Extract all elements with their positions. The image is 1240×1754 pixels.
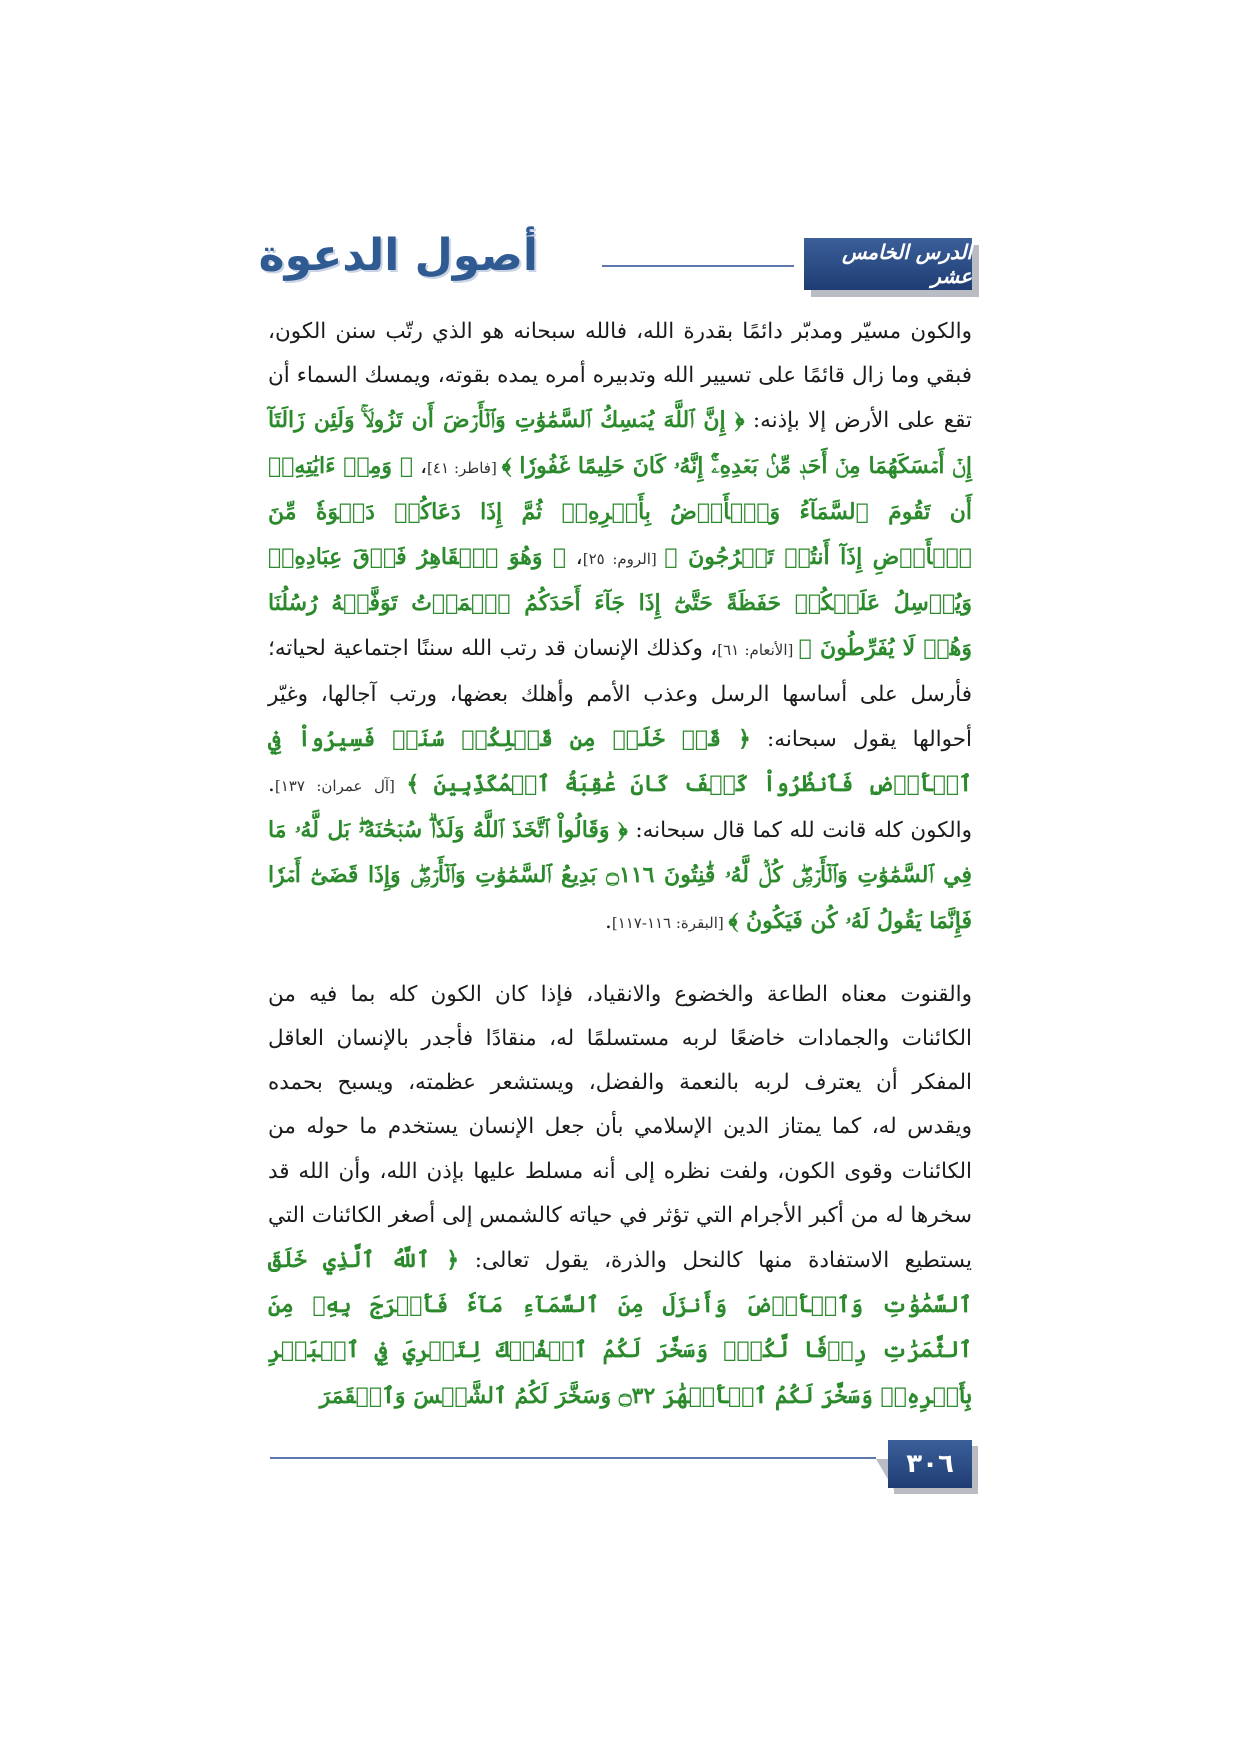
lesson-badge xyxy=(804,238,972,290)
body-text: ، وكذلك الإنسان قد رتب الله سننًا اجتماعية لحياته؛ فأرسل على أساسها الرسل وعذب الأمم وأهلك بعضها، ورتب آجالها، وغيّر أحوالها يقول سبحانه: xyxy=(268,636,972,752)
body-text: ، xyxy=(566,545,583,571)
page-number: ٣٠٦ xyxy=(888,1440,972,1488)
verse-reference: [فاطر: ٤١] xyxy=(427,458,502,477)
lesson-label: الدرس الخامس عشر xyxy=(841,240,972,288)
body-text: والكون مسيّر ومدبّر دائمًا بقدرة الله، فالله سبحانه هو الذي رتّب سنن الكون، فبقي وما زال قائمًا على تسيير الله وتدبيره أمره يمده بقوته، ويمسك السماء أن تقع على الأرض إلا بإذنه: xyxy=(268,319,972,434)
body-text: . xyxy=(604,908,612,934)
verse-reference: [آل عمران: ١٣٧] xyxy=(274,777,407,796)
body-text: . والكون كله قانت لله كما قال سبحانه: xyxy=(268,772,972,844)
paragraph-2 xyxy=(268,973,972,1419)
quran-verse: ﴿ إِنَّ ٱللَّهَ يُمۡسِكُ ٱلسَّمَٰوَٰتِ وَٱلۡأَرۡضَ أَن تَزُولَاۚ وَلَئِن زَالَتَآ إِنۡ أَمۡسَكَهُمَا مِنۡ أَحَدٖ مِّنۢ بَعۡدِهِۦٓۚ إِنَّهُۥ كَانَ حَلِيمًا غَفُورٗا ﴾ xyxy=(268,407,972,479)
header-divider xyxy=(602,265,794,267)
body-text: ، xyxy=(413,453,428,479)
main-content xyxy=(268,310,972,1419)
quran-verse: ﴿ وَهُوَ ٱلۡقَاهِرُ فَوۡقَ عِبَادِهِۦۖ وَيُرۡسِلُ عَلَيۡكُمۡ حَفَظَةً حَتَّىٰٓ إِذَا جَآءَ أَحَدَكُمُ ٱلۡمَوۡتُ تَوَفَّتۡهُ رُسُلُنَا وَهُمۡ لَا يُفَرِّطُونَ ﴾ xyxy=(268,544,972,662)
quran-verse: ﴿ وَمِنۡ ءَايَٰتِهِۦٓ أَن تَقُومَ ٱلسَّمَآءُ وَٱلۡأَرۡضُ بِأَمۡرِهِۦۚ ثُمَّ إِذَا دَعَاكُمۡ دَعۡوَةٗ مِّنَ ٱلۡأَرۡضِ إِذَآ أَنتُمۡ تَخۡرُجُونَ ﴾ xyxy=(268,452,972,571)
quran-verse: ﴿ ٱللَّهُ ٱلَّذِي خَلَقَ ٱلسَّمَٰوَٰتِ وَٱلۡأَرۡضَ وَأَنزَلَ مِنَ ٱلسَّمَآءِ مَآءٗ فَأَخۡرَجَ بِهِۦ مِنَ ٱلثَّمَرَٰتِ رِزۡقٗا لَّكُمۡۖ وَسَخَّرَ لَكُمُ ٱلۡفُلۡكَ لِتَجۡرِيَ فِي ٱلۡبَحۡرِ بِأَمۡرِهِۦۖ وَسَخَّرَ لَكُمُ ٱلۡأَنۡهَٰرَ ۝٣٢ وَسَخَّرَ لَكُمُ ٱلشَّمۡسَ وَٱلۡقَمَرَ xyxy=(268,1247,972,1409)
book-title: أصول الدعوة xyxy=(258,230,538,281)
quran-verse: ﴿ قَدۡ خَلَتۡ مِن قَبۡلِكُمۡ سُنَنٞ فَسِيرُواْ فِي ٱلۡأَرۡضِ فَٱنظُرُواْ كَيۡفَ كَانَ عَٰقِبَةُ ٱلۡمُكَذِّبِينَ ﴾ xyxy=(268,725,972,798)
verse-reference: [الأنعام: ٦١] xyxy=(717,641,799,660)
paragraph-1 xyxy=(268,310,972,945)
footer-divider xyxy=(270,1457,876,1459)
verse-reference: [الروم: ٢٥] xyxy=(582,550,665,569)
page-header xyxy=(258,230,972,296)
verse-reference: [البقرة: ١١٦-١١٧] xyxy=(611,913,729,932)
quran-verse: ﴿ وَقَالُواْ ٱتَّخَذَ ٱللَّهُ وَلَدٗاۗ سُبۡحَٰنَهُۥۖ بَل لَّهُۥ مَا فِي ٱلسَّمَٰوَٰتِ وَٱلۡأَرۡضِۖ كُلّٞ لَّهُۥ قَٰنِتُونَ ۝١١٦ بَدِيعُ ٱلسَّمَٰوَٰتِ وَٱلۡأَرۡضِۖ وَإِذَا قَضَىٰٓ أَمۡرٗا فَإِنَّمَا يَقُولُ لَهُۥ كُن فَيَكُونُ ﴾ xyxy=(268,817,972,934)
body-text: والقنوت معناه الطاعة والخضوع والانقياد، فإذا كان الكون كله بما فيه من الكائنات والجمادات خاضعًا لربه مستسلمًا له، منقادًا فأجدر بالإنسان العاقل المفكر أن يعترف لربه بالنعمة والفضل، ويستشعر عظمته، ويسبح بحمده ويقدس له، كما يمتاز الدين الإسلامي بأن جعل الإنسان يستخدم ما حوله من الكائنات وقوى الكون، ولفت نظره إلى أنه مسلط عليها بإذن الله، وأن الله قد سخرها له من أكبر الأجرام التي تؤثر في حياته كالشمس إلى أصغر الكائنات التي يستطيع الاستفادة منها كالنحل والذرة، يقول تعالى: xyxy=(268,981,972,1274)
